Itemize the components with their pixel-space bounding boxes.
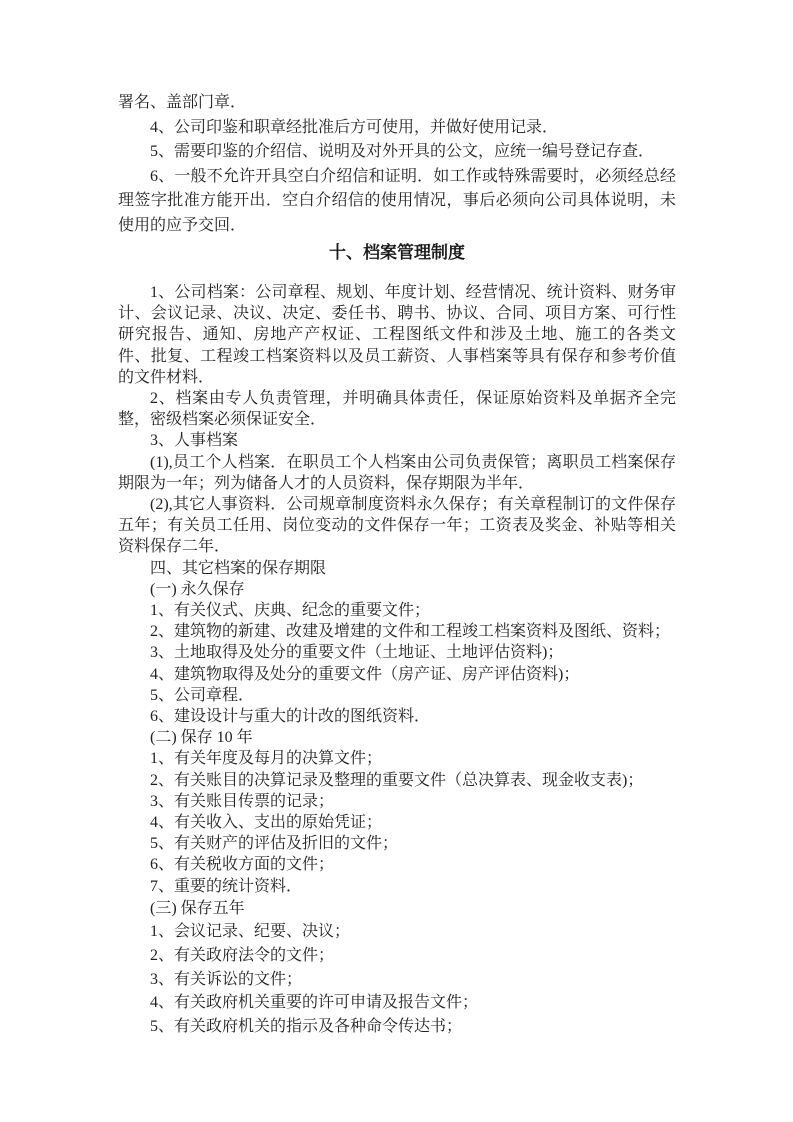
paragraph: 2、档案由专人负责管理，并明确具体责任，保证原始资料及单据齐全完整，密级档案必须保证安全． [118,390,676,429]
paragraph: 4、有关收入、支出的原始凭证； [150,814,383,832]
section-heading: 十、档案管理制度 [329,243,465,262]
paragraph: 5、有关财产的评估及折旧的文件； [150,835,399,853]
paragraph: (2),其它人事资料．公司规章制度资料永久保存；有关章程制订的文件保存五年；有关员工任用、岗位变动的文件保存一年；工资表及奖金、补贴等相关资料保存二年． [118,496,676,556]
paragraph: (二) 保存 10 年 [150,729,253,747]
paragraph: 3、土地取得及处分的重要文件（土地证、土地评估资料)； [150,644,564,662]
paragraph: 4、有关政府机关重要的许可申请及报告文件； [150,994,479,1012]
paragraph: 2、有关政府法令的文件； [150,947,335,965]
paragraph: 1、会议记录、纪要、决议； [150,923,351,941]
paragraph: 1、公司档案：公司章程、规划、年度计划、经营情况、统计资料、财务审计、会议记录、决议、决定、委任书、聘书、协议、合同、项目方案、可行性研究报告、通知、房地产产权证、工程图纸文件和涉及土地、施工的各类文件、批复、工程竣工档案资料以及员工薪资、人事档案等具有保存和参考价值的文件材料． [118,284,676,386]
paragraph: 5、需要印鉴的介绍信、说明及对外开具的公文，应统一编号登记存查． [150,143,655,160]
paragraph: 6、有关税收方面的文件； [150,856,335,874]
paragraph: 3、有关账目传票的记录； [150,792,335,810]
seal-rules-section [118,91,676,238]
paragraph: 5、公司章程． [150,686,255,704]
paragraph: 3、有关诉讼的文件； [150,970,303,988]
paragraph: 1、有关年度及每月的决算文件； [150,750,383,768]
paragraph: 2、有关账目的决算记录及整理的重要文件（总决算表、现金收支表)； [150,771,644,789]
paragraph: 6、建设设计与重大的计改的图纸资料． [150,708,431,726]
paragraph: 7、重要的统计资料． [150,877,303,895]
paragraph: 4、公司印鉴和职章经批准后方可使用，并做好使用记录． [150,118,559,136]
paragraph: 四、其它档案的保存期限 [150,559,327,577]
paragraph: 1、有关仪式、庆典、纪念的重要文件； [150,602,431,620]
paragraph: 3、人事档案 [150,432,239,450]
archive-rules-section [118,282,676,897]
paragraph: 署名、盖部门章． [118,94,247,111]
paragraph: (三) 保存五年 [150,899,245,917]
paragraph: 6、一般不允许开具空白介绍信和证明．如工作或特殊需要时，必须经总经理签字批准方能开出．空白介绍信的使用情况，事后必须向公司具体说明，未使用的应予交回． [118,167,676,234]
paragraph: 4、建筑物取得及处分的重要文件（房产证、房产评估资料)； [150,665,580,683]
paragraph: 5、有关政府机关的指示及各种命令传达书； [150,1017,463,1035]
paragraph: 2、建筑物的新建、改建及增建的文件和工程竣工档案资料及图纸、资料； [150,623,671,641]
paragraph: (一) 永久保存 [150,580,245,598]
paragraph: (1),员工个人档案．在职员工个人档案由公司负责保管；离职员工档案保存期限为一年；列为储备人才的人员资料，保存期限为半年． [118,453,676,492]
page-content [118,91,676,1038]
archive-retention-five-year-section [118,897,676,1039]
